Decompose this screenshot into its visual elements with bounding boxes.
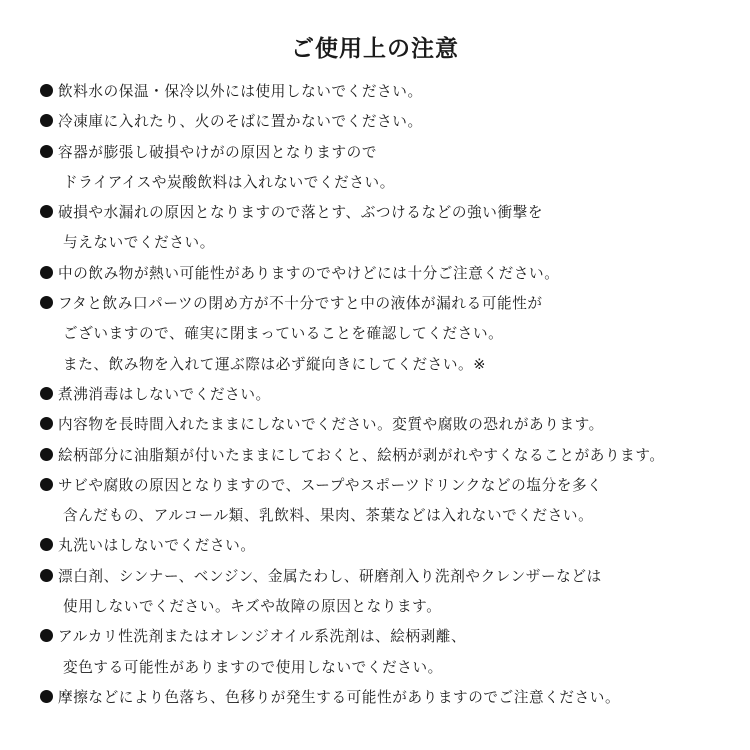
caution-item <box>40 198 730 228</box>
caution-text: 飲料水の保温・保冷以外には使用しないでください。 <box>58 83 423 100</box>
caution-item-continuation <box>40 592 730 622</box>
caution-item-continuation <box>40 168 730 198</box>
bullet-icon <box>40 448 53 461</box>
bullet-icon <box>40 84 53 97</box>
caution-item-continuation <box>40 350 730 380</box>
caution-item <box>40 622 730 652</box>
caution-text: 冷凍庫に入れたり、火のそばに置かないでください。 <box>58 113 423 131</box>
caution-text: 容器が膨張し破損やけがの原因となりますので <box>58 143 378 161</box>
caution-text: 中の飲み物が熱い可能性がありますのでやけどには十分ご注意ください。 <box>58 264 560 282</box>
bullet-icon <box>40 538 53 551</box>
page-title: ご使用上の注意 <box>291 36 459 62</box>
caution-text: 丸洗いはしないでください。 <box>58 537 256 555</box>
caution-text: 漂白剤、シンナー、ベンジン、金属たわし、研磨剤入り洗剤やクレンザーなどは <box>58 567 602 585</box>
caution-text: 含んだもの、アルコール類、乳飲料、果肉、茶葉などは入れないでください。 <box>63 507 594 525</box>
caution-text: 与えないでください。 <box>63 234 215 252</box>
bullet-icon <box>40 569 53 582</box>
caution-item-continuation <box>40 501 730 531</box>
bullet-icon <box>40 296 53 309</box>
caution-item <box>40 77 730 107</box>
bullet-icon <box>40 387 53 400</box>
caution-item-continuation <box>40 228 730 258</box>
caution-text: 内容物を長時間入れたままにしないでください。変質や腐敗の恐れがあります。 <box>58 416 604 434</box>
caution-text: ドライアイスや炭酸飲料は入れないでください。 <box>63 173 395 191</box>
caution-item <box>40 138 730 168</box>
caution-item <box>40 107 730 137</box>
caution-list <box>40 77 730 713</box>
caution-text: サビや腐敗の原因となりますので、スープやスポーツドリンクなどの塩分を多く <box>58 476 603 494</box>
caution-text: 摩擦などにより色落ち、色移りが発生する可能性がありますのでご注意ください。 <box>58 688 621 706</box>
caution-text: アルカリ性洗剤またはオレンジオイル系洗剤は、絵柄剥離、 <box>58 628 467 646</box>
bullet-icon <box>40 417 53 430</box>
caution-item <box>40 259 730 289</box>
caution-text: また、飲み物を入れて運ぶ際は必ず縦向きにしてください。※ <box>63 355 487 373</box>
bullet-icon <box>40 629 53 642</box>
caution-item <box>40 531 730 561</box>
caution-text: 絵柄部分に油脂類が付いたままにしておくと、絵柄が剥がれやすくなることがあります。 <box>58 446 665 464</box>
caution-text: 煮沸消毒はしないでください。 <box>58 385 271 403</box>
caution-text: 変色する可能性がありますので使用しないでください。 <box>63 658 443 676</box>
caution-item <box>40 410 730 440</box>
bullet-icon <box>40 114 53 127</box>
caution-text: 使用しないでください。キズや故障の原因となります。 <box>63 598 442 616</box>
caution-item <box>40 683 730 713</box>
bullet-icon <box>40 266 53 279</box>
caution-item-continuation <box>40 653 730 683</box>
bullet-icon <box>40 690 53 703</box>
caution-text: 破損や水漏れの原因となりますので落とす、ぶつけるなどの強い衝撃を <box>58 204 544 222</box>
bullet-icon <box>40 205 53 218</box>
bullet-icon <box>40 145 53 158</box>
bullet-icon <box>40 478 53 491</box>
caution-item <box>40 289 730 319</box>
caution-item <box>40 441 730 471</box>
caution-text: フタと飲み口パーツの閉め方が不十分ですと中の液体が漏れる可能性が <box>58 295 543 313</box>
caution-item <box>40 562 730 592</box>
caution-item <box>40 471 730 501</box>
caution-item <box>40 380 730 410</box>
caution-text: ございますので、確実に閉まっていることを確認してください。 <box>63 325 504 343</box>
caution-item-continuation <box>40 319 730 349</box>
